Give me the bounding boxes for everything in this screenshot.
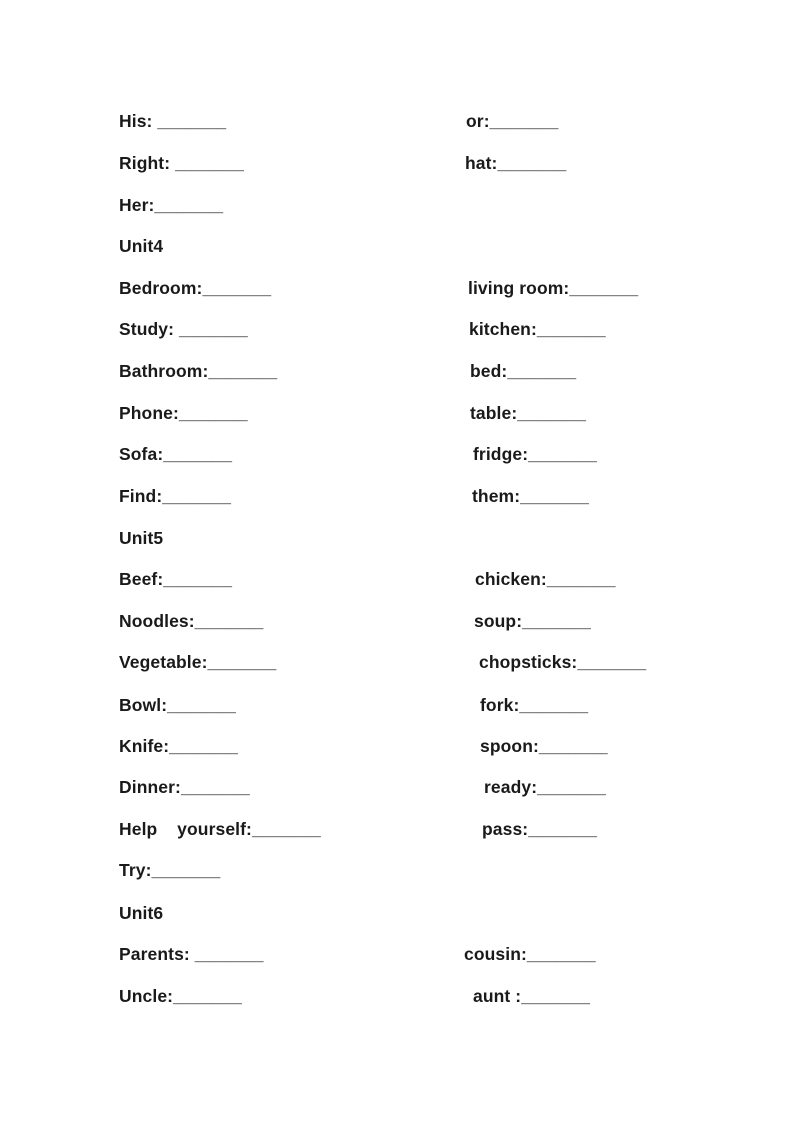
vocab-item-pass: pass:_______ <box>482 819 598 839</box>
vocab-item-fork: fork:_______ <box>480 695 589 715</box>
unit-heading-4: Unit4 <box>119 236 164 256</box>
vocab-item-vegetable: Vegetable:_______ <box>119 652 277 672</box>
vocab-item-try: Try:_______ <box>119 860 221 880</box>
vocab-item-sofa: Sofa:_______ <box>119 444 233 464</box>
vocab-item-dinner: Dinner:_______ <box>119 777 250 797</box>
unit-heading-5: Unit5 <box>119 528 164 548</box>
vocab-item-her: Her:_______ <box>119 195 224 215</box>
vocab-item-find: Find:_______ <box>119 486 232 506</box>
vocab-item-help-yourself: Help yourself:_______ <box>119 819 321 839</box>
vocab-item-his: His: _______ <box>119 111 227 131</box>
vocab-item-kitchen: kitchen:_______ <box>469 319 606 339</box>
vocab-item-fridge: fridge:_______ <box>473 444 597 464</box>
vocab-item-cousin: cousin:_______ <box>464 944 596 964</box>
vocab-item-bed: bed:_______ <box>470 361 577 381</box>
vocab-item-uncle: Uncle:_______ <box>119 986 242 1006</box>
vocab-item-or: or:_______ <box>466 111 559 131</box>
vocab-item-bedroom: Bedroom:_______ <box>119 278 272 298</box>
vocab-item-beef: Beef:_______ <box>119 569 233 589</box>
vocab-item-soup: soup:_______ <box>474 611 591 631</box>
vocab-item-aunt: aunt :_______ <box>473 986 591 1006</box>
vocab-item-bowl: Bowl:_______ <box>119 695 236 715</box>
vocab-item-hat: hat:_______ <box>465 153 567 173</box>
vocab-item-spoon: spoon:_______ <box>480 736 608 756</box>
vocab-item-phone: Phone:_______ <box>119 403 248 423</box>
vocab-item-bathroom: Bathroom:_______ <box>119 361 278 381</box>
vocab-item-chopsticks: chopsticks:_______ <box>479 652 647 672</box>
vocab-item-chicken: chicken:_______ <box>475 569 616 589</box>
vocab-item-study: Study: _______ <box>119 319 248 339</box>
vocab-item-table: table:_______ <box>470 403 587 423</box>
vocab-item-living-room: living room:_______ <box>468 278 639 298</box>
vocab-item-ready: ready:_______ <box>484 777 606 797</box>
vocab-item-right: Right: _______ <box>119 153 244 173</box>
vocab-item-knife: Knife:_______ <box>119 736 239 756</box>
vocab-item-them: them:_______ <box>472 486 589 506</box>
vocab-item-noodles: Noodles:_______ <box>119 611 264 631</box>
vocab-item-parents: Parents: _______ <box>119 944 264 964</box>
unit-heading-6: Unit6 <box>119 903 164 923</box>
